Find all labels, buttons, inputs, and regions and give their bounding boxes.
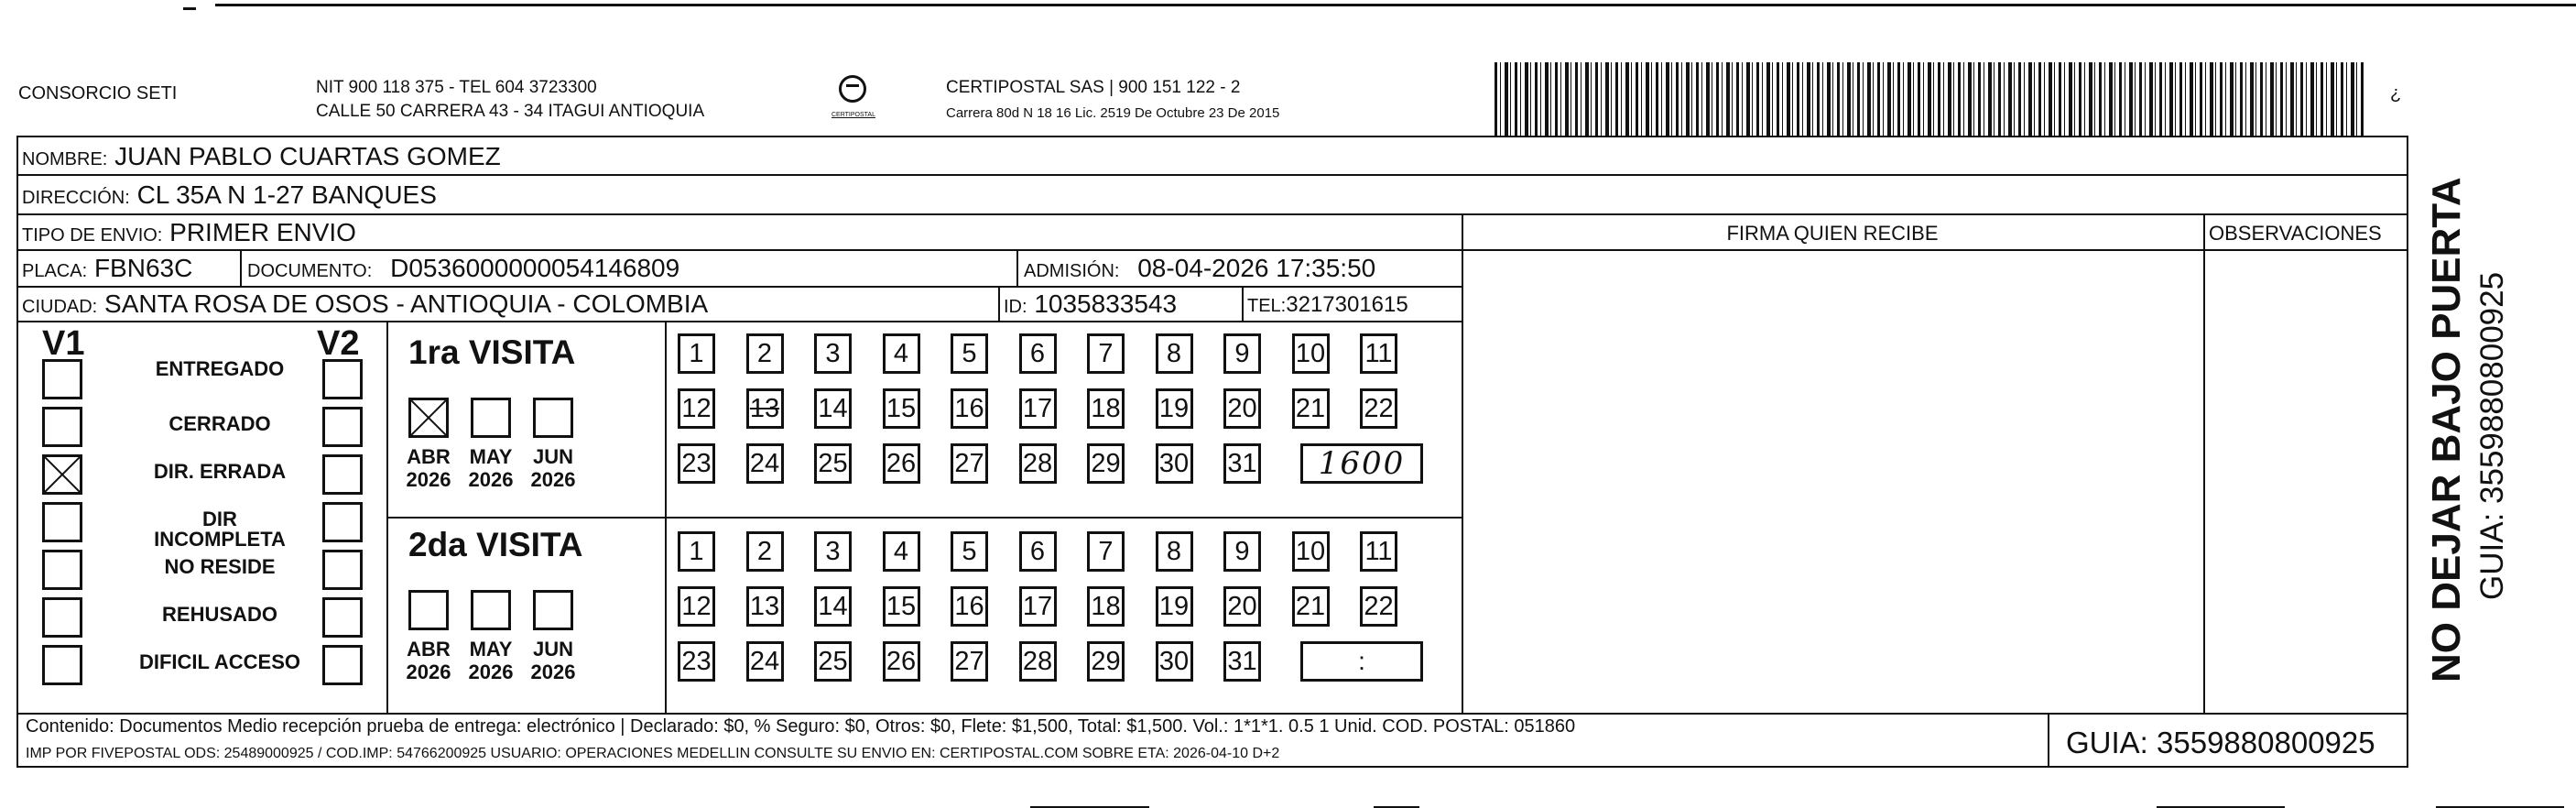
v1-checkbox[interactable] (42, 645, 82, 685)
placa-value: FBN63C (93, 254, 193, 282)
second-visit-day-box[interactable]: 18 (1087, 586, 1125, 627)
status-label: CERRADO (168, 412, 271, 435)
logo-icon-inner (846, 84, 859, 87)
first-visit-day-box[interactable]: 24 (746, 443, 784, 484)
first-visit-day-box[interactable]: 28 (1019, 443, 1057, 484)
second-visit-day-box[interactable]: 16 (951, 586, 988, 627)
contenido-text: Contenido: Documentos Medio recepción prueba de entrega: electrónico | Declarado: $0, % Seguro: $0, Otros: $0, Flete: $1,500, Total: $1,500. Vol.: 1*1*1. 0.5 1 Unid. COD. POSTAL: 051860 (26, 716, 1576, 737)
first-visit-day-box[interactable]: 9 (1223, 333, 1261, 374)
first-visit-day-box[interactable]: 5 (951, 333, 988, 374)
second-visit-month-label (463, 638, 518, 684)
col-divider (1016, 249, 1018, 286)
first-visit-time-box[interactable]: 1600 (1300, 443, 1423, 484)
v2-checkbox[interactable] (322, 597, 363, 638)
side-warning: NO DEJAR BAJO PUERTA (2424, 177, 2469, 682)
first-visit-day-box[interactable]: 8 (1156, 333, 1193, 374)
v1-checkbox[interactable] (42, 359, 82, 399)
tel-value: 3217301615 (1286, 292, 1408, 317)
first-visit-day-box[interactable]: 22 (1360, 388, 1397, 429)
month-year: 2026 (530, 661, 576, 684)
second-visit-month-checkbox[interactable] (533, 590, 573, 630)
visit-divider (386, 517, 1462, 519)
tel-row (1247, 294, 1408, 316)
first-visit-day-box[interactable]: 6 (1019, 333, 1057, 374)
first-visit-month-checkbox[interactable] (408, 398, 449, 438)
first-visit-month-label (401, 445, 456, 492)
second-visit-day-box[interactable]: 14 (814, 586, 852, 627)
second-visit-day-box[interactable]: 15 (883, 586, 920, 627)
first-visit-month-checkbox[interactable] (533, 398, 573, 438)
first-visit-month-label (463, 445, 518, 492)
first-visit-day-box[interactable]: 30 (1156, 443, 1193, 484)
second-visit-day-box[interactable]: 7 (1087, 531, 1125, 572)
first-visit-day-box[interactable]: 7 (1087, 333, 1125, 374)
logo-icon (839, 75, 866, 103)
v2-header: V2 (317, 324, 360, 363)
second-visit-day-box[interactable]: 11 (1360, 531, 1397, 572)
month-name: MAY (469, 638, 513, 661)
second-visit-day-box[interactable]: 31 (1223, 641, 1261, 682)
second-visit-day-box[interactable]: 2 (746, 531, 784, 572)
first-visit-month-label (526, 445, 581, 492)
license-line: Carrera 80d N 18 16 Lic. 2519 De Octubre 23 De 2015 (946, 105, 1280, 121)
scan-tick (183, 7, 196, 10)
company-name: CONSORCIO SETI (18, 83, 178, 104)
first-visit-day-box[interactable]: 4 (883, 333, 920, 374)
second-visit-day-box[interactable]: 23 (678, 641, 715, 682)
row-divider (1463, 249, 2408, 251)
first-visit-day-box[interactable]: 2 (746, 333, 784, 374)
id-label: ID: (1004, 297, 1027, 317)
observaciones-header: OBSERVACIONES (2209, 222, 2382, 245)
first-visit-day-box[interactable]: 27 (951, 443, 988, 484)
footer-guia: GUIA: 3559880800925 (2066, 726, 2375, 759)
placa-row (22, 256, 192, 281)
status-label: ENTREGADO (155, 357, 285, 380)
admision-value: 08-04-2026 17:35:50 (1137, 254, 1376, 282)
obs-col-divider (2203, 213, 2205, 713)
first-visit-title: 1ra VISITA (408, 333, 576, 371)
month-year: 2026 (530, 468, 576, 492)
second-visit-month-label (526, 638, 581, 684)
second-visit-day-box[interactable]: 12 (678, 586, 715, 627)
first-visit-day-box[interactable]: 1 (678, 333, 715, 374)
second-visit-day-box[interactable]: 17 (1019, 586, 1057, 627)
second-visit-day-box[interactable]: 27 (951, 641, 988, 682)
v2-checkbox[interactable] (322, 359, 363, 399)
second-visit-day-box[interactable]: 10 (1292, 531, 1330, 572)
placa-label: PLACA: (22, 261, 88, 281)
certipostal-logo (828, 73, 879, 128)
second-visit-time-box[interactable]: : (1300, 641, 1423, 682)
month-name: ABR (407, 638, 451, 661)
firma-col-divider (1462, 213, 1463, 713)
month-year: 2026 (468, 468, 514, 492)
documento-value: D0536000000054146809 (390, 254, 680, 282)
second-visit-day-box[interactable]: 3 (814, 531, 852, 572)
first-visit-day-box[interactable]: 26 (883, 443, 920, 484)
barcode (1495, 62, 2364, 136)
v1-checkbox[interactable] (42, 454, 82, 495)
row-divider (16, 286, 1463, 288)
v1-checkbox[interactable] (42, 597, 82, 638)
month-name: JUN (532, 445, 573, 468)
footer-divider (16, 713, 2408, 715)
ciudad-label: CIUDAD: (22, 297, 98, 317)
first-visit-day-box[interactable]: 11 (1360, 333, 1397, 374)
second-visit-day-box[interactable]: 1 (678, 531, 715, 572)
nombre-row (22, 144, 501, 169)
nombre-label: NOMBRE: (22, 149, 108, 169)
certipostal-line: CERTIPOSTAL SAS | 900 151 122 - 2 (946, 78, 1241, 97)
second-visit-day-box[interactable]: 5 (951, 531, 988, 572)
first-visit-day-box[interactable]: 18 (1087, 388, 1125, 429)
first-visit-day-box[interactable]: 25 (814, 443, 852, 484)
second-visit-month-checkbox[interactable] (408, 590, 449, 630)
status-label: NO RESIDE (164, 555, 276, 578)
v2-checkbox[interactable] (322, 550, 363, 590)
first-visit-day-box[interactable]: 3 (814, 333, 852, 374)
admision-row (1024, 256, 1375, 281)
col-divider (240, 249, 242, 286)
imp-text: IMP POR FIVEPOSTAL ODS: 25489000925 / COD.IMP: 54766200925 USUARIO: OPERACIONES MEDELLIN CONSULTE SU ENVIO EN: CERTIPOSTAL.COM SOBRE ETA: 2026-04-10 D+2 (26, 746, 1280, 761)
status-label: DIR INCOMPLETA (154, 508, 286, 551)
first-visit-month-checkbox[interactable] (471, 398, 511, 438)
nit-line: NIT 900 118 375 - TEL 604 3723300 (316, 78, 597, 97)
firma-header: FIRMA QUIEN RECIBE (1726, 222, 1939, 245)
first-visit-day-box[interactable]: 15 (883, 388, 920, 429)
month-name: ABR (407, 445, 451, 468)
month-year: 2026 (468, 661, 514, 684)
v2-checkbox[interactable] (322, 454, 363, 495)
tipo-label: TIPO DE ENVIO: (22, 225, 163, 246)
month-name: JUN (532, 638, 573, 661)
month-name: MAY (469, 445, 513, 468)
second-visit-day-box[interactable]: 26 (883, 641, 920, 682)
first-visit-day-box[interactable]: 16 (951, 388, 988, 429)
documento-row (247, 256, 679, 281)
first-visit-day-box[interactable]: 13 (746, 388, 784, 429)
first-visit-day-box[interactable]: 12 (678, 388, 715, 429)
v2-checkbox[interactable] (322, 502, 363, 542)
v2-checkbox[interactable] (322, 407, 363, 447)
tipo-row (22, 220, 356, 246)
second-visit-month-label (401, 638, 456, 684)
status-label: REHUSADO (162, 603, 277, 626)
ciudad-value: SANTA ROSA DE OSOS - ANTIOQUIA - COLOMBIA (104, 289, 709, 318)
logo-text: CERTIPOSTAL (831, 112, 875, 118)
second-visit-day-box[interactable]: 20 (1223, 586, 1261, 627)
scan-top-edge (215, 4, 2576, 6)
second-visit-day-box[interactable]: 6 (1019, 531, 1057, 572)
admision-label: ADMISIÓN: (1024, 261, 1120, 281)
row-divider (16, 321, 1463, 322)
col-divider (998, 286, 1000, 321)
id-row (1004, 291, 1177, 317)
v1-header: V1 (42, 324, 85, 363)
first-visit-day-box[interactable]: 31 (1223, 443, 1261, 484)
first-visit-day-box[interactable]: 17 (1019, 388, 1057, 429)
second-visit-day-box[interactable]: 9 (1223, 531, 1261, 572)
side-guia: GUIA: 3559880800925 (2474, 271, 2510, 600)
second-visit-day-box[interactable]: 30 (1156, 641, 1193, 682)
second-visit-day-box[interactable]: 25 (814, 641, 852, 682)
first-visit-day-box[interactable]: 23 (678, 443, 715, 484)
row-divider (16, 174, 2408, 176)
month-year: 2026 (406, 468, 451, 492)
second-visit-day-box[interactable]: 29 (1087, 641, 1125, 682)
first-visit-day-box[interactable]: 20 (1223, 388, 1261, 429)
first-visit-day-box[interactable]: 10 (1292, 333, 1330, 374)
second-visit-day-box[interactable]: 22 (1360, 586, 1397, 627)
first-visit-day-box[interactable]: 19 (1156, 388, 1193, 429)
direccion-row (22, 182, 437, 208)
second-visit-day-box[interactable]: 13 (746, 586, 784, 627)
direccion-value: CL 35A N 1-27 BANQUES (136, 180, 437, 209)
month-year: 2026 (406, 661, 451, 684)
address-line: CALLE 50 CARRERA 43 - 34 ITAGUI ANTIOQUIA (316, 102, 705, 121)
v1-checkbox[interactable] (42, 502, 82, 542)
first-visit-day-box[interactable]: 21 (1292, 388, 1330, 429)
col-divider (1242, 286, 1244, 321)
v2-checkbox[interactable] (322, 645, 363, 685)
second-visit-day-box[interactable]: 4 (883, 531, 920, 572)
direccion-label: DIRECCIÓN: (22, 188, 130, 208)
ciudad-row (22, 291, 708, 317)
second-visit-day-box[interactable]: 8 (1156, 531, 1193, 572)
row-divider (16, 249, 1463, 251)
nombre-value: JUAN PABLO CUARTAS GOMEZ (114, 142, 501, 170)
id-value: 1035833543 (1034, 289, 1178, 318)
documento-label: DOCUMENTO: (247, 261, 373, 281)
v1-checkbox[interactable] (42, 550, 82, 590)
guia-divider (2048, 713, 2049, 768)
row-divider (16, 213, 2408, 215)
status-label: DIFICIL ACCESO (138, 650, 300, 673)
second-visit-title: 2da VISITA (408, 526, 583, 563)
second-visit-day-box[interactable]: 28 (1019, 641, 1057, 682)
second-visit-day-box[interactable]: 24 (746, 641, 784, 682)
tipo-value: PRIMER ENVIO (169, 218, 356, 246)
first-visit-day-box[interactable]: 29 (1087, 443, 1125, 484)
second-visit-day-box[interactable]: 21 (1292, 586, 1330, 627)
first-visit-day-box[interactable]: 14 (814, 388, 852, 429)
second-visit-month-checkbox[interactable] (471, 590, 511, 630)
second-visit-day-box[interactable]: 19 (1156, 586, 1193, 627)
status-label: DIR. ERRADA (153, 460, 287, 483)
v1-checkbox[interactable] (42, 407, 82, 447)
corner-mark: ¿ (2390, 83, 2402, 104)
tel-label: TEL: (1247, 296, 1287, 316)
